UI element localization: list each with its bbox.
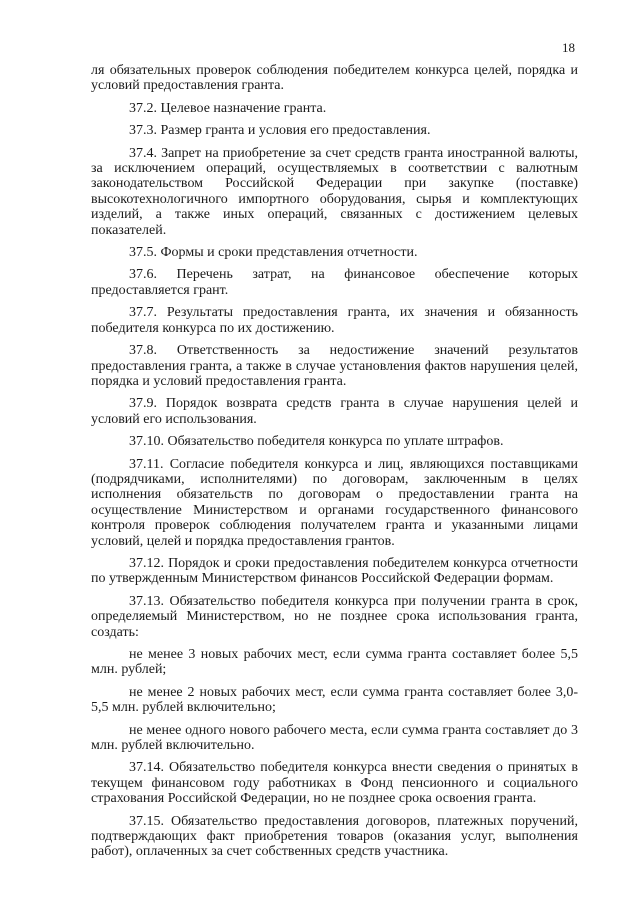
paragraph: не менее одного нового рабочего места, если сумма гранта составляет до 3 млн. рублей включительно.	[91, 722, 578, 754]
paragraph: не менее 3 новых рабочих мест, если сумма гранта составляет более 5,5 млн. рублей;	[91, 647, 578, 678]
paragraph: 37.7. Результаты предоставления гранта, их значения и обязанность победителя конкурса по их достижению.	[91, 305, 578, 336]
paragraph: 37.14. Обязательство победителя конкурса внести сведения о принятых в текущем финансовом году работниках в Фонд пенсионного и социального страхования Российской Федерации, но не позднее срока освоения гранта.	[91, 760, 578, 807]
paragraph: 37.6. Перечень затрат, на финансовое обеспечение которых предоставляется грант.	[91, 267, 578, 298]
paragraph: 37.9. Порядок возврата средств гранта в случае нарушения целей и условий его использования.	[91, 396, 578, 427]
paragraph: 37.5. Формы и сроки представления отчетности.	[129, 245, 418, 261]
paragraph: 37.12. Порядок и сроки предоставления победителем конкурса отчетности по утвержденным Министерством финансов Российской Федерации формам.	[91, 555, 578, 587]
paragraph: 37.2. Целевое назначение гранта.	[129, 100, 327, 116]
paragraph: ля обязательных проверок соблюдения победителем конкурса целей, порядка и условий предоставления гранта.	[91, 63, 578, 94]
paragraph: 37.13. Обязательство победителя конкурса при получении гранта в срок, определяемый Министерством, но не позднее срока использования гранта, создать:	[91, 593, 578, 640]
paragraph: 37.4. Запрет на приобретение за счет средств гранта иностранной валюты, за исключением операций, осуществляемых в соответствии с валютным законодательством Российской Федерации при закупке (поставке) высокотехнологичного импортного оборудования, сырья и комплектующих изделий, а также иных операций, связанных с достижением целевых показателей.	[91, 145, 578, 238]
page-number: 18	[562, 40, 575, 55]
paragraph: 37.8. Ответственность за недостижение значений результатов предоставления гранта, а также в случае установления фактов нарушения целей, порядка и условий предоставления гранта.	[91, 343, 578, 389]
paragraph: 37.11. Согласие победителя конкурса и лиц, являющихся поставщиками (подрядчиками, исполнителями) по договорам, заключенным в целях исполнения обязательств по договорам о предоставлении гранта на осуществление Министерством и органами государственного финансового контроля проверок соблюдения получателем гранта и указанными лицами условий, целей и порядка предоставления грантов.	[91, 456, 578, 549]
paragraph: 37.10. Обязательство победителя конкурса по уплате штрафов.	[129, 434, 504, 450]
paragraph: 37.3. Размер гранта и условия его предоставления.	[129, 123, 431, 139]
paragraph: не менее 2 новых рабочих мест, если сумма гранта составляет более 3,0-5,5 млн. рублей включительно;	[91, 684, 578, 716]
document-body	[91, 63, 578, 867]
paragraph: 37.15. Обязательство предоставления договоров, платежных поручений, подтверждающих факт приобретения товаров (оказания услуг, выполнения работ), оплаченных за счет собственных средств участника.	[91, 813, 578, 860]
